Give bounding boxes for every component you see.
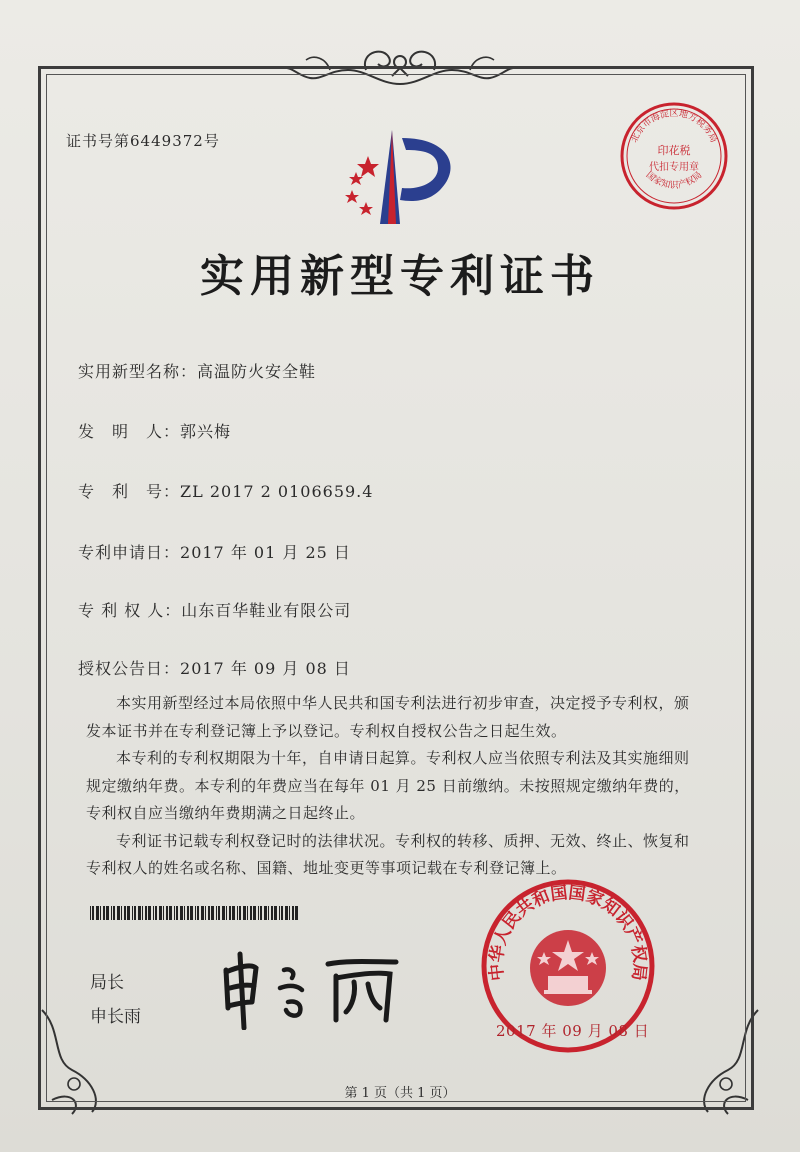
barcode-bar — [208, 906, 210, 920]
field-label: 授权公告日： — [78, 659, 181, 678]
barcode-bar — [264, 906, 267, 920]
field-value: 高温防火安全鞋 — [197, 362, 317, 381]
seal-date: 2017 年 09 月 08 日 — [496, 1022, 650, 1040]
barcode-bar — [184, 906, 185, 920]
barcode-bar — [279, 906, 280, 920]
barcode-bar — [201, 906, 204, 920]
barcode-bar — [124, 906, 126, 920]
field-application-date — [78, 540, 351, 563]
barcode-bar — [187, 906, 189, 920]
field-value: 2017 年 01 月 25 日 — [180, 543, 351, 562]
field-inventor — [78, 419, 231, 442]
barcode-bar — [127, 906, 130, 920]
director-title: 局长 — [90, 973, 124, 993]
field-value: 山东百华鞋业有限公司 — [181, 601, 352, 620]
barcode-bar — [197, 906, 199, 920]
field-patent-number — [78, 479, 373, 502]
certificate-number-suffix: 号 — [203, 132, 220, 150]
certificate-body — [86, 690, 694, 883]
barcode-bar — [169, 906, 172, 920]
barcode-bar — [176, 906, 178, 920]
seal-center-line1: 印花税 — [657, 144, 691, 157]
barcode-bar — [211, 906, 214, 920]
barcode-bar — [148, 906, 151, 920]
barcode-icon — [90, 906, 300, 920]
body-paragraph-1: 本实用新型经过本局依照中华人民共和国专利法进行初步审查，决定授予专利权，颁发本证书并在专利登记簿上予以登记。专利权自授权公告之日起生效。 — [86, 694, 690, 740]
field-label: 发 明 人： — [78, 422, 181, 441]
barcode-bar — [285, 906, 288, 920]
main-seal-text: 中华人民共和国国家知识产权局 — [486, 883, 650, 982]
body-paragraph-3: 专利证书记载专利权登记时的法律状况。专利权的转移、质押、无效、终止、恢复和专利权人的姓名或名称、国籍、地址变更等事项记载在专利登记簿上。 — [86, 831, 690, 877]
barcode-bar — [92, 906, 94, 920]
field-label: 专利申请日： — [78, 543, 181, 562]
barcode-bar — [229, 906, 231, 920]
director-signature — [218, 950, 408, 1030]
seal-top-arc-text: 北京市海淀区地方税务局 — [629, 109, 719, 145]
barcode-bar — [260, 906, 262, 920]
barcode-bar — [96, 906, 99, 920]
barcode-bar — [153, 906, 154, 920]
field-label: 专 利 权 人： — [78, 601, 182, 620]
barcode-bar — [134, 906, 136, 920]
patent-office-logo — [330, 128, 470, 228]
barcode-bar — [142, 906, 143, 920]
barcode-bar — [258, 906, 259, 920]
barcode-bar — [103, 906, 105, 920]
barcode-bar — [159, 906, 162, 920]
barcode-bar — [292, 906, 294, 920]
barcode-bar — [281, 906, 283, 920]
barcode-bar — [117, 906, 120, 920]
barcode-bar — [243, 906, 246, 920]
barcode-bar — [111, 906, 112, 920]
barcode-bar — [247, 906, 248, 920]
barcode-bar — [295, 906, 298, 920]
certificate-number-value: 6449372 — [130, 132, 204, 150]
seal-center-line2: 代扣专用章 — [649, 162, 699, 173]
barcode-bar — [155, 906, 157, 920]
tax-seal — [614, 96, 734, 216]
field-label: 实用新型名称： — [78, 362, 198, 381]
barcode-bar — [239, 906, 241, 920]
field-utility-model-name — [78, 359, 316, 382]
barcode-bar — [166, 906, 168, 920]
barcode-bar — [250, 906, 252, 920]
certificate-number-label: 证书号第 — [66, 132, 131, 150]
barcode-bar — [289, 906, 290, 920]
body-paragraph-2: 本专利的专利权期限为十年，自申请日起算。专利权人应当依照专利法及其实施细则规定缴纳年费。本专利的年费应当在每年 01 月 25 日前缴纳。未按照规定缴纳年费的，专利权自应当缴纳年费期满之日起终止。 — [86, 749, 690, 822]
page-number: 第 1 页（共 1 页） — [344, 1086, 456, 1101]
field-patentee — [78, 598, 351, 621]
barcode-bar — [163, 906, 164, 920]
barcode-bar — [195, 906, 196, 920]
page-title: 实用新型专利证书 — [200, 251, 600, 302]
field-label: 专 利 号： — [78, 482, 181, 501]
barcode-bar — [205, 906, 206, 920]
svg-text:北京市海淀区地方税务局 — [628, 107, 720, 144]
barcode-bar — [237, 906, 238, 920]
field-grant-date — [78, 656, 351, 679]
barcode-bar — [274, 906, 277, 920]
barcode-bar — [180, 906, 183, 920]
barcode-bar — [253, 906, 256, 920]
field-value: 2017 年 09 月 08 日 — [180, 659, 351, 678]
field-value: 郭兴梅 — [180, 422, 232, 441]
barcode-bar — [218, 906, 220, 920]
barcode-bar — [121, 906, 122, 920]
barcode-bar — [222, 906, 225, 920]
barcode-bar — [226, 906, 227, 920]
seal-bottom-arc-text: 国家知识产权局 — [643, 170, 705, 191]
director-name: 申长雨 — [90, 1007, 141, 1027]
barcode-bar — [100, 906, 101, 920]
barcode-bar — [106, 906, 109, 920]
barcode-bar — [190, 906, 193, 920]
barcode-bar — [138, 906, 141, 920]
barcode-bar — [132, 906, 133, 920]
barcode-bar — [271, 906, 273, 920]
field-value: ZL 2017 2 0106659.4 — [180, 482, 374, 501]
barcode-bar — [268, 906, 269, 920]
barcode-bar — [174, 906, 175, 920]
certificate-number — [66, 130, 220, 151]
barcode-bar — [90, 906, 91, 920]
barcode-bar — [145, 906, 147, 920]
barcode-bar — [232, 906, 235, 920]
barcode-bar — [113, 906, 115, 920]
barcode-bar — [216, 906, 217, 920]
